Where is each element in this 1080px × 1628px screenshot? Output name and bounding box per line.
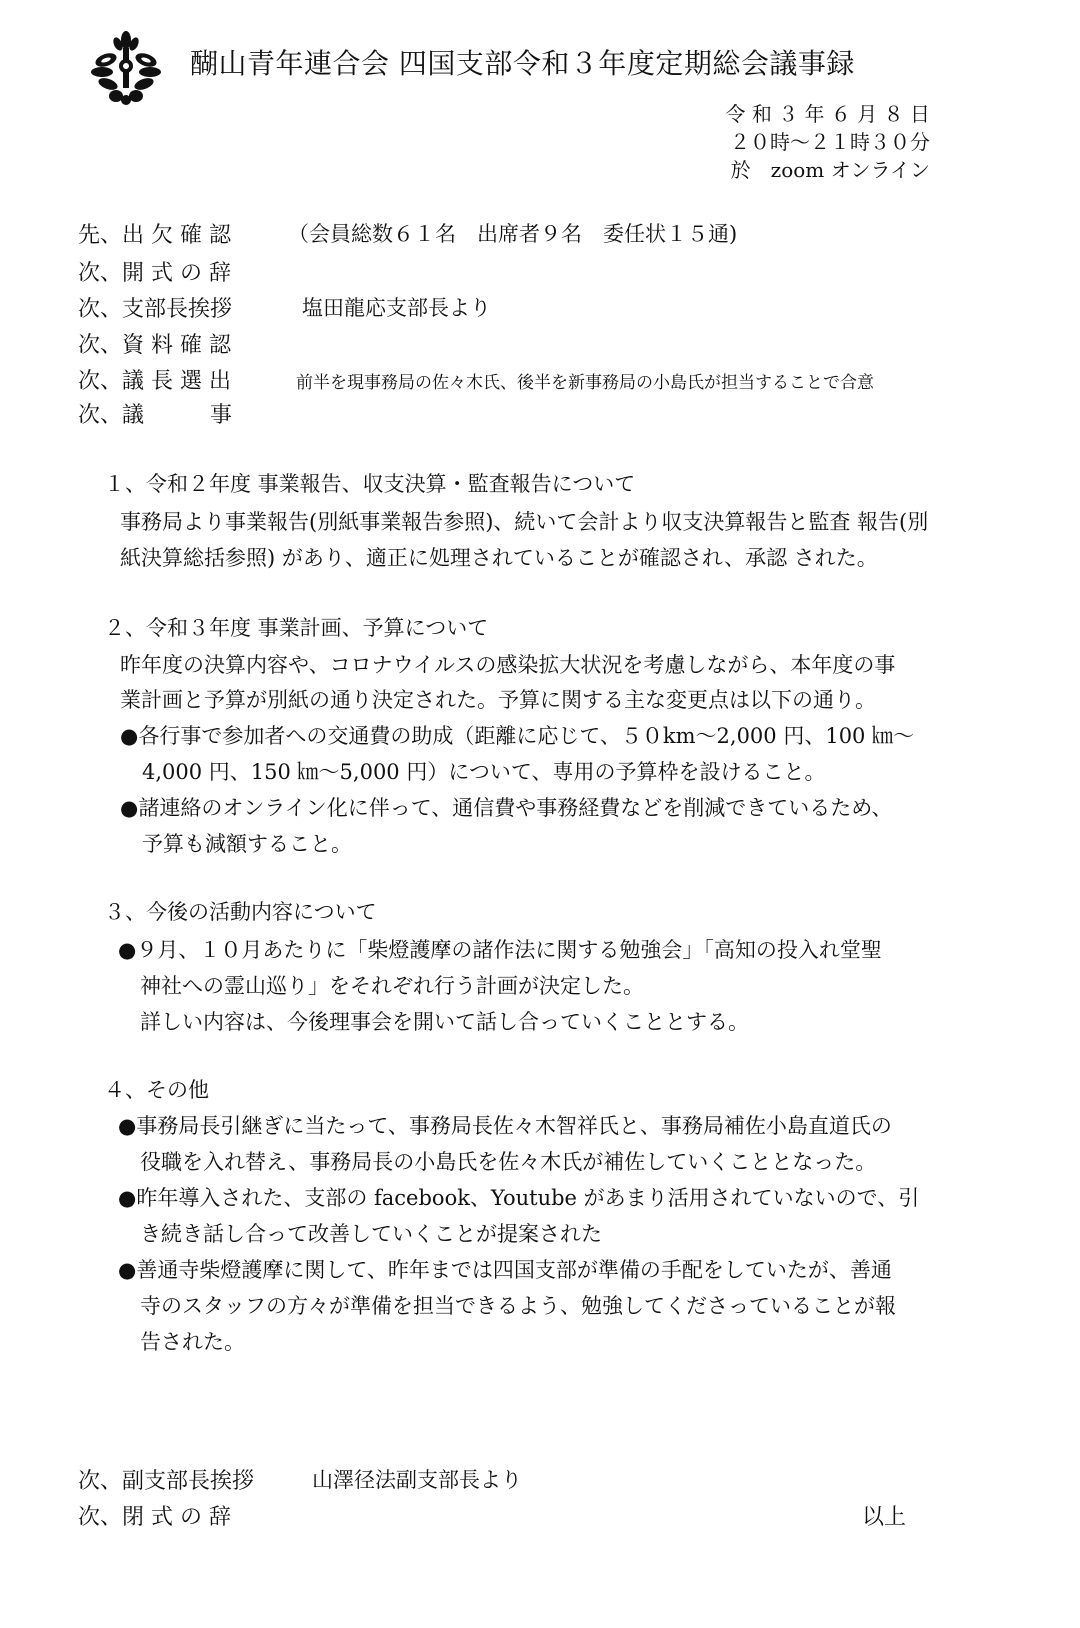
agenda-text-greeting: 塩田龍応支部長より bbox=[302, 296, 491, 320]
section-4-bullet: ●昨年導入された、支部の facebook、Youtube があまり活用されていないので、引 bbox=[118, 1186, 920, 1210]
document-title: 醐山青年連合会 四国支部令和３年度定期総会議事録 bbox=[190, 47, 855, 80]
closing-mark: 以上 bbox=[862, 1505, 907, 1530]
section-3-line: 神社への霊山巡り」をそれぞれ行う計画が決定した。 bbox=[140, 974, 644, 998]
section-1-line: 事務局より事業報告(別紙事業報告参照)、続いて会計より収支決算報告と監査 報告(別 bbox=[120, 510, 929, 534]
section-3-heading: ３、今後の活動内容について bbox=[104, 900, 377, 924]
agenda-label-chair: 次、議 長 選 出 bbox=[78, 369, 231, 394]
section-4-line: 寺のスタッフの方々が準備を担当できるよう、勉強してくださっていることが報 bbox=[140, 1294, 896, 1318]
section-3-line: 詳しい内容は、今後理事会を開いて話し合っていくこととする。 bbox=[140, 1010, 749, 1034]
section-4-bullet: ●事務局長引継ぎに当たって、事務局長佐々木智祥氏と、事務局補佐小島直道氏の bbox=[118, 1114, 892, 1138]
section-2-bullet: ●各行事で参加者への交通費の助成（距離に応じて、５０km～2,000 円、100 ㎞～ bbox=[120, 724, 915, 748]
section-1-line: 紙決算総括参照) があり、適正に処理されていることが確認され、承認 された。 bbox=[120, 546, 878, 570]
section-4-line: 告された。 bbox=[140, 1330, 245, 1354]
section-2-heading: ２、令和３年度 事業計画、予算について bbox=[104, 616, 489, 640]
section-4-heading: ４、その他 bbox=[104, 1078, 209, 1102]
footer-text-vice-greeting: 山澤径法副支部長より bbox=[312, 1468, 522, 1492]
section-4-bullet: ●善通寺柴燈護摩に関して、昨年までは四国支部が準備の手配をしていたが、善通 bbox=[118, 1258, 892, 1282]
agenda-label-proceedings: 次、議 事 bbox=[78, 403, 233, 428]
section-2-bullet: ●諸連絡のオンライン化に伴って、通信費や事務経費などを削減できているため、 bbox=[120, 796, 893, 820]
section-4-line: き続き話し合って改善していくことが提案された bbox=[140, 1222, 602, 1246]
agenda-text-attendance: （会員総数６１名 出席者９名 委任状１５通) bbox=[288, 222, 738, 246]
footer-label-vice-greeting: 次、副支部長挨拶 bbox=[78, 1469, 255, 1494]
meeting-place: 於 zoom オンライン bbox=[730, 158, 930, 182]
agenda-label-attendance: 先、出 欠 確 認 bbox=[78, 223, 231, 248]
meeting-date: 令 和 ３ 年 ６ 月 ８ 日 bbox=[725, 102, 930, 126]
section-1-heading: １、令和２年度 事業報告、収支決算・監査報告について bbox=[104, 472, 636, 496]
meeting-time: ２０時～２１時３０分 bbox=[730, 130, 930, 154]
section-2-line: 業計画と予算が別紙の通り決定された。予算に関する主な変更点は以下の通り。 bbox=[120, 688, 876, 712]
section-4-line: 役職を入れ替え、事務局長の小島氏を佐々木氏が補佐していくこととなった。 bbox=[140, 1150, 877, 1174]
section-2-line: 昨年度の決算内容や、コロナウイルスの感染拡大状況を考慮しながら、本年度の事 bbox=[120, 653, 896, 677]
agenda-text-chair: 前半を現事務局の佐々木氏、後半を新事務局の小島氏が担当することで合意 bbox=[296, 373, 874, 393]
section-2-line: 4,000 円、150 ㎞～5,000 円）について、専用の予算枠を設けること。 bbox=[142, 760, 826, 784]
section-3-bullet: ●９月、１０月あたりに「柴燈護摩の諸作法に関する勉強会」「高知の投入れ堂聖 bbox=[118, 938, 882, 962]
section-2-line: 予算も減額すること。 bbox=[142, 832, 352, 856]
agenda-label-greeting: 次、支部長挨拶 bbox=[78, 297, 233, 322]
crest-logo bbox=[88, 30, 164, 106]
agenda-label-opening: 次、開 式 の 辞 bbox=[78, 261, 231, 286]
agenda-label-materials: 次、資 料 確 認 bbox=[78, 333, 231, 358]
footer-label-closing: 次、閉 式 の 辞 bbox=[78, 1505, 231, 1530]
